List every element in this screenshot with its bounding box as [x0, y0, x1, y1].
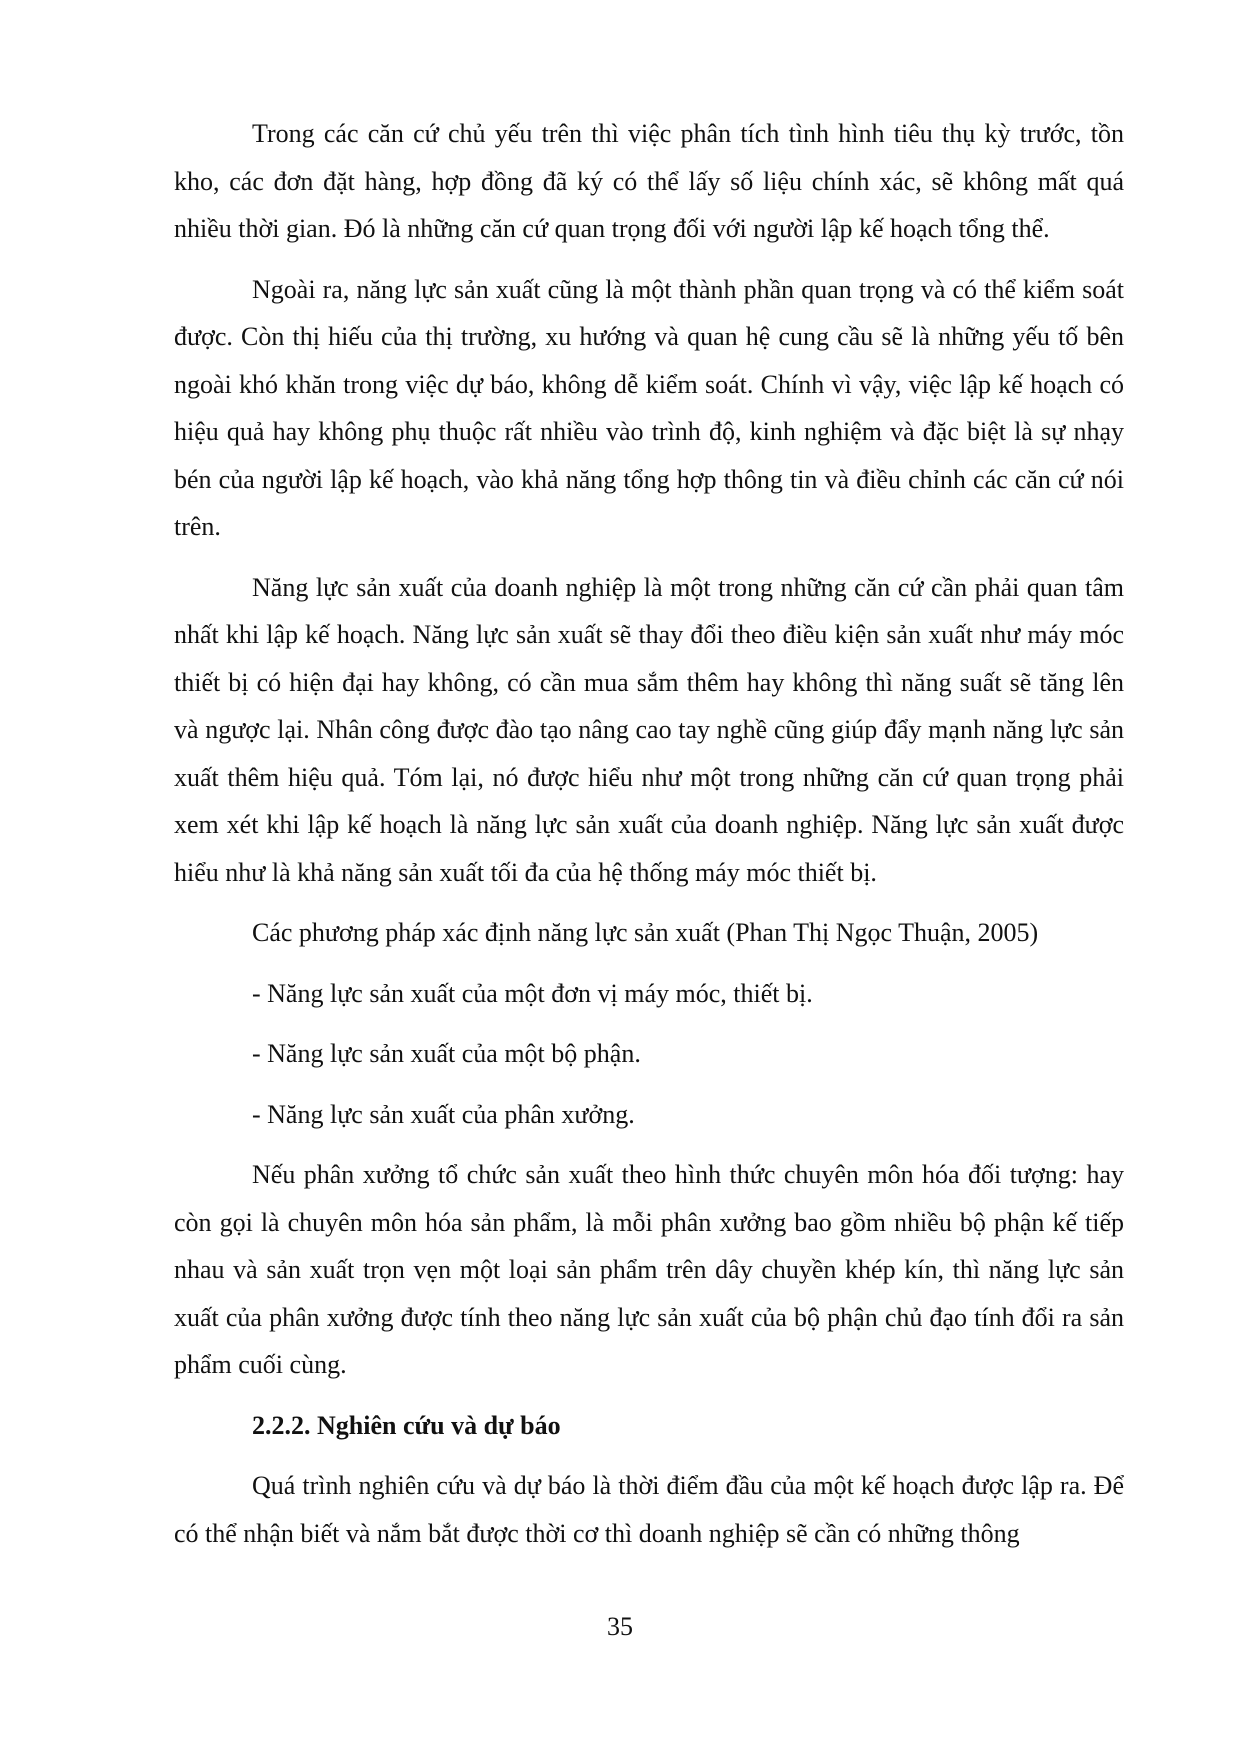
method-item-department: - Năng lực sản xuất của một bộ phận. [252, 1039, 641, 1068]
method-item-machine: - Năng lực sản xuất của một đơn vị máy móc, thiết bị. [252, 978, 813, 1008]
paragraph-2: Ngoài ra, năng lực sản xuất cũng là một thành phần quan trọng và có thể kiểm soát được. Còn thị hiếu của thị trường, xu hướng và quan hệ cung cầu sẽ là những yếu tố bên ngoài khó khăn trong việc dự báo, không dễ kiểm soát. Chính vì vậy, việc lập kế hoạch có hiệu quả hay không phụ thuộc rất nhiều vào trình độ, kinh nghiệm và đặc biệt là sự nhạy bén của người lập kế hoạch, vào khả năng tổng hợp thông tin và điều chỉnh các căn cứ nói trên. [174, 274, 1124, 541]
section-paragraph: Quá trình nghiên cứu và dự báo là thời điểm đầu của một kế hoạch được lập ra. Để có thể nhận biết và nắm bắt được thời cơ thì doanh nghiệp sẽ cần có những thông [174, 1471, 1124, 1548]
page-body [174, 110, 1124, 1570]
paragraph-workshop: Nếu phân xưởng tổ chức sản xuất theo hình thức chuyên môn hóa đối tượng: hay còn gọi là chuyên môn hóa sản phẩm, là mỗi phân xưởng bao gồm nhiều bộ phận kế tiếp nhau và sản xuất trọn vẹn một loại sản phẩm trên dây chuyền khép kín, thì năng lực sản xuất của phân xưởng được tính theo năng lực sản xuất của bộ phận chủ đạo tính đổi ra sản phẩm cuối cùng. [174, 1160, 1124, 1379]
method-item-workshop: - Năng lực sản xuất của phân xưởng. [252, 1099, 635, 1129]
paragraph-1: Trong các căn cứ chủ yếu trên thì việc phân tích tình hình tiêu thụ kỳ trước, tồn kho, các đơn đặt hàng, hợp đồng đã ký có thể lấy số liệu chính xác, sẽ không mất quá nhiều thời gian. Đó là những căn cứ quan trọng đối với người lập kế hoạch tổng thể. [174, 119, 1124, 243]
section-heading: 2.2.2. Nghiên cứu và dự báo [252, 1410, 561, 1440]
methods-intro: Các phương pháp xác định năng lực sản xuất (Phan Thị Ngọc Thuận, 2005) [252, 918, 1039, 947]
paragraph-3: Năng lực sản xuất của doanh nghiệp là một trong những căn cứ cần phải quan tâm nhất khi lập kế hoạch. Năng lực sản xuất sẽ thay đổi theo điều kiện sản xuất như máy móc thiết bị có hiện đại hay không, có cần mua sắm thêm hay không thì năng suất sẽ tăng lên và ngược lại. Nhân công được đào tạo nâng cao tay nghề cũng giúp đẩy mạnh năng lực sản xuất thêm hiệu quả. Tóm lại, nó được hiểu như một trong những căn cứ quan trọng phải xem xét khi lập kế hoạch là năng lực sản xuất của doanh nghiệp. Năng lực sản xuất được hiểu như là khả năng sản xuất tối đa của hệ thống máy móc thiết bị. [174, 572, 1124, 887]
page-number: 35 [607, 1612, 633, 1641]
